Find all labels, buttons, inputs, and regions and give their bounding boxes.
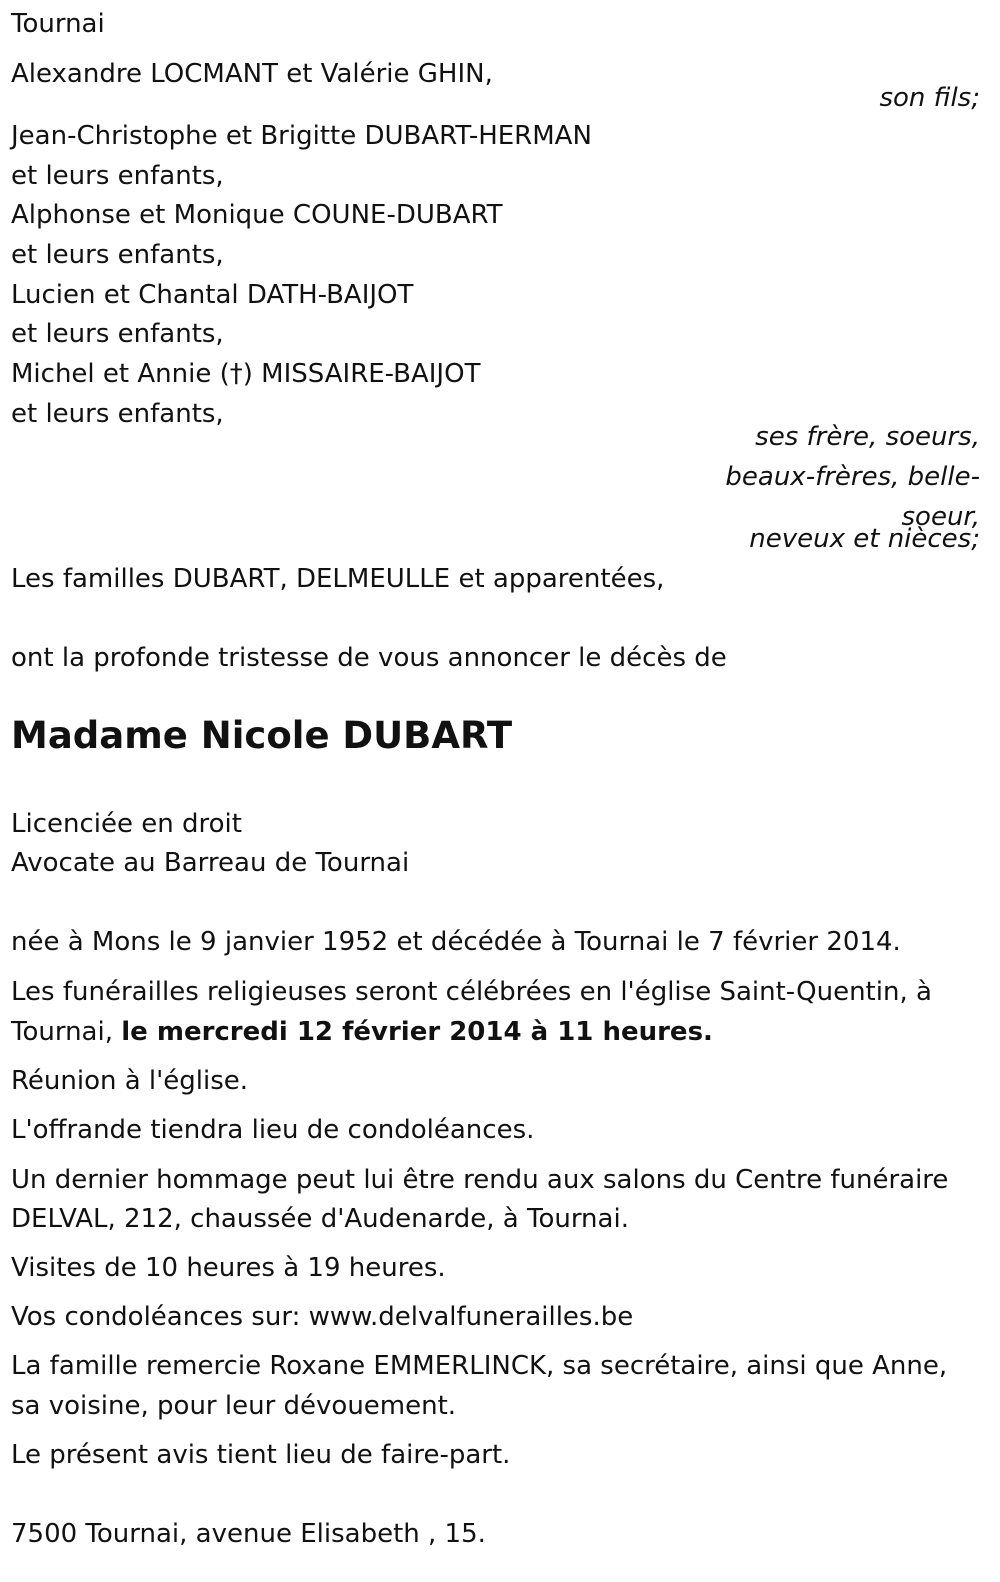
son-names: Alexandre LOCMANT et Valérie GHIN, [11,59,493,89]
sibling-line: Alphonse et Monique COUNE-DUBART [11,200,503,230]
son-relation: son fils; [879,83,980,113]
notice-line: Le présent avis tient lieu de faire-part. [11,1440,511,1470]
announcement-line: ont la profonde tristesse de vous annoncer le décès de [11,643,727,673]
sibling-line: Lucien et Chantal DATH-BAIJOT [11,280,414,310]
siblings-relation-line: soeur, [901,502,980,532]
offering-line: L'offrande tiendra lieu de condoléances. [11,1115,535,1145]
siblings-relation-line: neveux et nièces; [749,524,980,554]
city-header: Tournai [11,9,105,39]
sibling-line: et leurs enfants, [11,240,224,270]
address-line: 7500 Tournai, avenue Elisabeth , 15. [11,1519,486,1549]
profession-line: Licenciée en droit [11,809,242,839]
birth-death-line: née à Mons le 9 janvier 1952 et décédée à Tournai le 7 février 2014. [11,927,901,957]
siblings-relation-line: beaux-frères, belle- [725,462,980,492]
sibling-line: Jean-Christophe et Brigitte DUBART-HERMAN [11,121,592,151]
sibling-line: et leurs enfants, [11,161,224,191]
siblings-relation-line: ses frère, soeurs, [755,422,980,452]
condolences-line: Vos condoléances sur: www.delvalfunerailles.be [11,1302,634,1332]
sibling-line: et leurs enfants, [11,319,224,349]
sibling-line: et leurs enfants, [11,399,224,429]
funeral-line-2 [11,1016,713,1048]
thanks-line: La famille remercie Roxane EMMERLINCK, sa secrétaire, ainsi que Anne, [11,1351,948,1381]
meeting-line: Réunion à l'église. [11,1066,249,1096]
funeral-prefix: Tournai, [11,1017,122,1047]
funeral-date: le mercredi 12 février 2014 à 11 heures. [121,1017,713,1047]
thanks-line: sa voisine, pour leur dévouement. [11,1391,457,1421]
families-line: Les familles DUBART, DELMEULLE et apparentées, [11,564,665,594]
funeral-line: Les funérailles religieuses seront célébrées en l'église Saint-Quentin, à [11,977,932,1007]
tribute-line: DELVAL, 212, chaussée d'Audenarde, à Tournai. [11,1204,629,1234]
tribute-line: Un dernier hommage peut lui être rendu aux salons du Centre funéraire [11,1165,949,1195]
deceased-name: Madame Nicole DUBART [11,714,513,757]
sibling-line: Michel et Annie (†) MISSAIRE-BAIJOT [11,359,481,389]
profession-line: Avocate au Barreau de Tournai [11,848,410,878]
visits-line: Visites de 10 heures à 19 heures. [11,1253,446,1283]
